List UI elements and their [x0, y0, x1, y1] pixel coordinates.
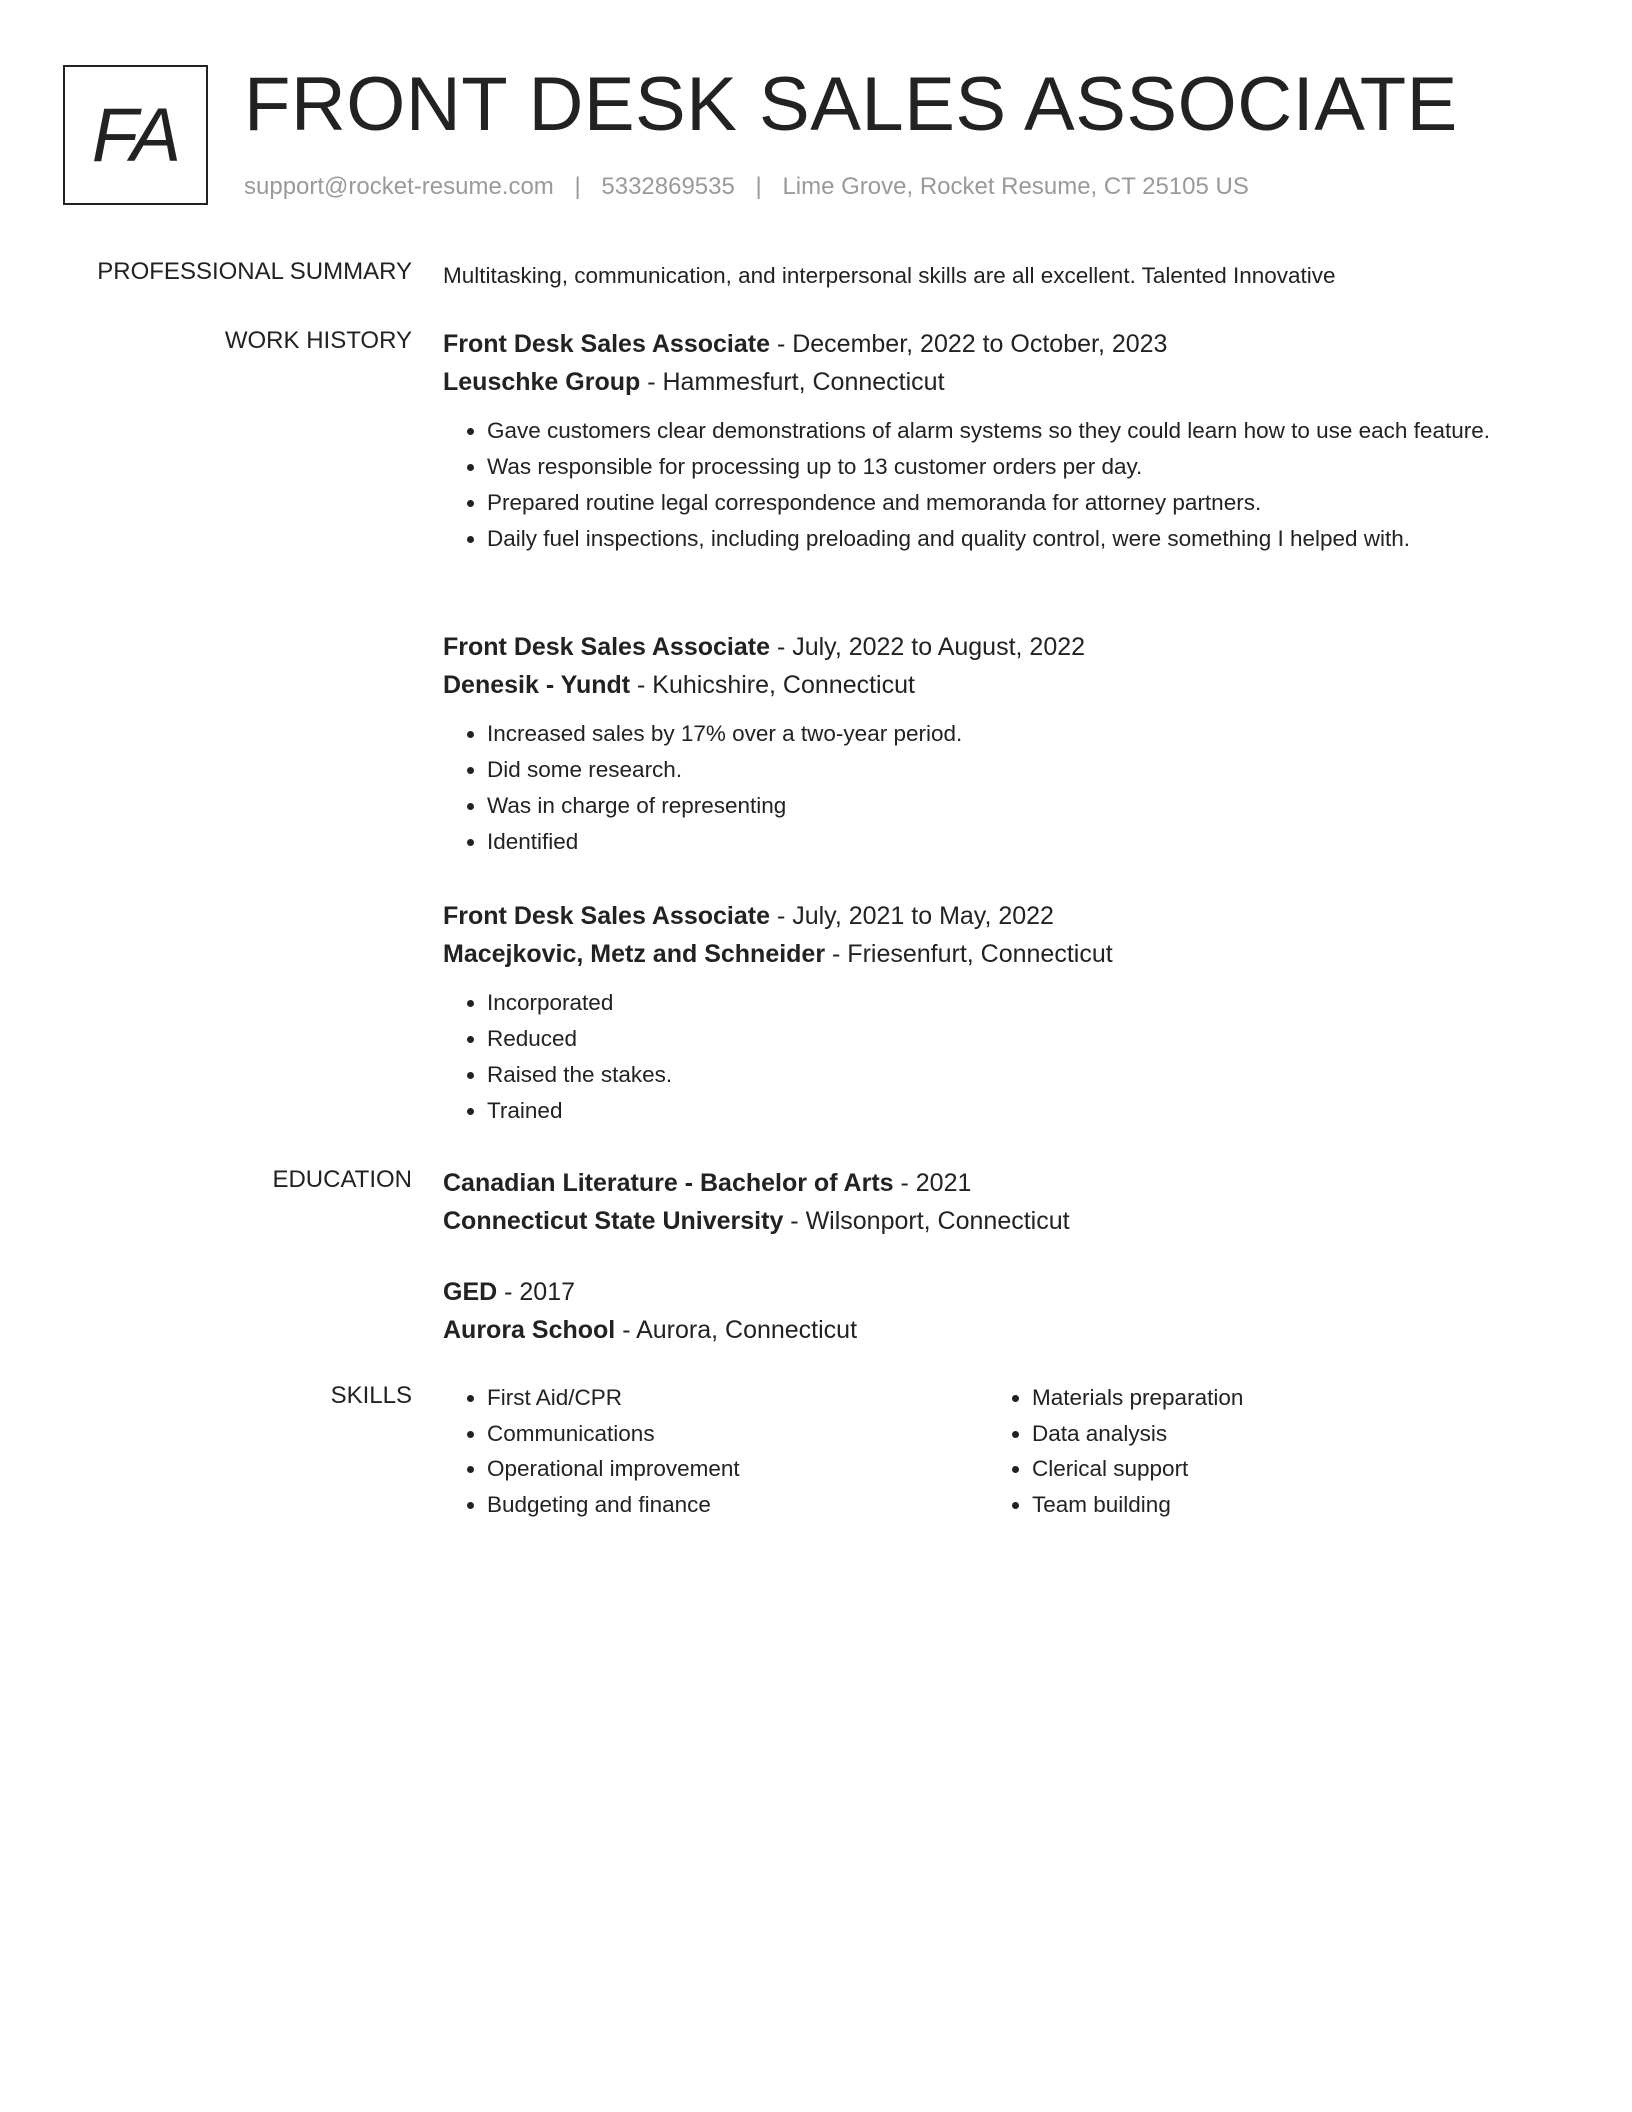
job-bullet: • Reduced [487, 1021, 1523, 1057]
resume-name: FRONT DESK SALES ASSOCIATE [244, 62, 1458, 147]
education-entry [443, 1273, 1523, 1349]
job-bullet: • Daily fuel inspections, including preloading and quality control, were something I helped with. [487, 521, 1523, 557]
job-location: - Kuhicshire, Connecticut [630, 671, 915, 699]
education-entry [443, 1164, 1523, 1240]
section-label-summary: PROFESSIONAL SUMMARY [97, 258, 412, 285]
job-bullets [443, 985, 1523, 1129]
job-dates: - July, 2021 to May, 2022 [770, 902, 1054, 930]
job-bullet: • Increased sales by 17% over a two-year period. [487, 716, 1523, 752]
job-bullets [443, 716, 1523, 860]
job-bullet: • Raised the stakes. [487, 1057, 1523, 1093]
education-degree-line [443, 1164, 1523, 1202]
skills-column-right [988, 1380, 1243, 1522]
education-year: - 2017 [497, 1278, 576, 1306]
section-label-work-history: WORK HISTORY [224, 327, 412, 354]
section-label-education: EDUCATION [272, 1166, 412, 1193]
job-title-line [443, 897, 1523, 935]
job-dates: - December, 2022 to October, 2023 [770, 330, 1168, 358]
job-company-line [443, 666, 1523, 704]
skill-item: • Budgeting and finance [487, 1487, 740, 1523]
contact-separator: | [574, 173, 581, 200]
skill-item: • Clerical support [1032, 1451, 1243, 1487]
skill-item: • Communications [487, 1416, 740, 1452]
job-entry [443, 628, 1523, 860]
skill-item: • First Aid/CPR [487, 1380, 740, 1416]
job-title: Front Desk Sales Associate [443, 330, 770, 358]
contact-phone[interactable]: 5332869535 [601, 173, 735, 200]
job-company-line [443, 935, 1523, 973]
education-degree: Canadian Literature - Bachelor of Arts [443, 1169, 894, 1197]
education-school: Connecticut State University [443, 1207, 784, 1235]
job-bullet: • Trained [487, 1093, 1523, 1129]
job-company: Denesik - Yundt [443, 671, 631, 699]
contact-address: Lime Grove, Rocket Resume, CT 25105 US [782, 173, 1249, 200]
monogram-badge: FA [63, 65, 208, 205]
skill-item: • Team building [1032, 1487, 1243, 1523]
job-bullet: • Prepared routine legal correspondence and memoranda for attorney partners. [487, 485, 1523, 521]
education-school-line [443, 1311, 1523, 1349]
education-school-line [443, 1202, 1523, 1240]
skills-column-left [443, 1380, 740, 1522]
section-label-skills: SKILLS [330, 1382, 412, 1409]
contact-separator: | [755, 173, 762, 200]
skill-item: • Data analysis [1032, 1416, 1243, 1452]
resume-header [63, 62, 1563, 215]
job-company: Macejkovic, Metz and Schneider [443, 940, 826, 968]
job-dates: - July, 2022 to August, 2022 [770, 633, 1086, 661]
job-entry [443, 325, 1523, 557]
job-title-line [443, 325, 1523, 363]
contact-line [244, 173, 1249, 201]
education-degree-line [443, 1273, 1523, 1311]
job-bullet: • Was responsible for processing up to 13 customer orders per day. [487, 449, 1523, 485]
job-location: - Friesenfurt, Connecticut [825, 940, 1113, 968]
job-company: Leuschke Group [443, 368, 641, 396]
job-bullet: • Incorporated [487, 985, 1523, 1021]
job-company-line [443, 363, 1523, 401]
education-location: - Aurora, Connecticut [615, 1316, 858, 1344]
contact-email[interactable]: support@rocket-resume.com [244, 173, 554, 200]
job-bullets [443, 413, 1523, 557]
education-year: - 2021 [893, 1169, 972, 1197]
job-title-line [443, 628, 1523, 666]
job-title: Front Desk Sales Associate [443, 633, 770, 661]
job-bullet: • Was in charge of representing [487, 788, 1523, 824]
skill-item: • Operational improvement [487, 1451, 740, 1487]
job-bullet: • Gave customers clear demonstrations of alarm systems so they could learn how to use each feature. [487, 413, 1523, 449]
education-location: - Wilsonport, Connecticut [783, 1207, 1070, 1235]
job-title: Front Desk Sales Associate [443, 902, 770, 930]
education-degree: GED [443, 1278, 498, 1306]
job-location: - Hammesfurt, Connecticut [640, 368, 945, 396]
skill-item: • Materials preparation [1032, 1380, 1243, 1416]
job-entry [443, 897, 1523, 1129]
job-bullet: • Identified [487, 824, 1523, 860]
summary-text: Multitasking, communication, and interpersonal skills are all excellent. Talented Innovative [443, 263, 1336, 288]
job-bullet: • Did some research. [487, 752, 1523, 788]
skills-grid [443, 1380, 1523, 1530]
education-school: Aurora School [443, 1316, 616, 1344]
